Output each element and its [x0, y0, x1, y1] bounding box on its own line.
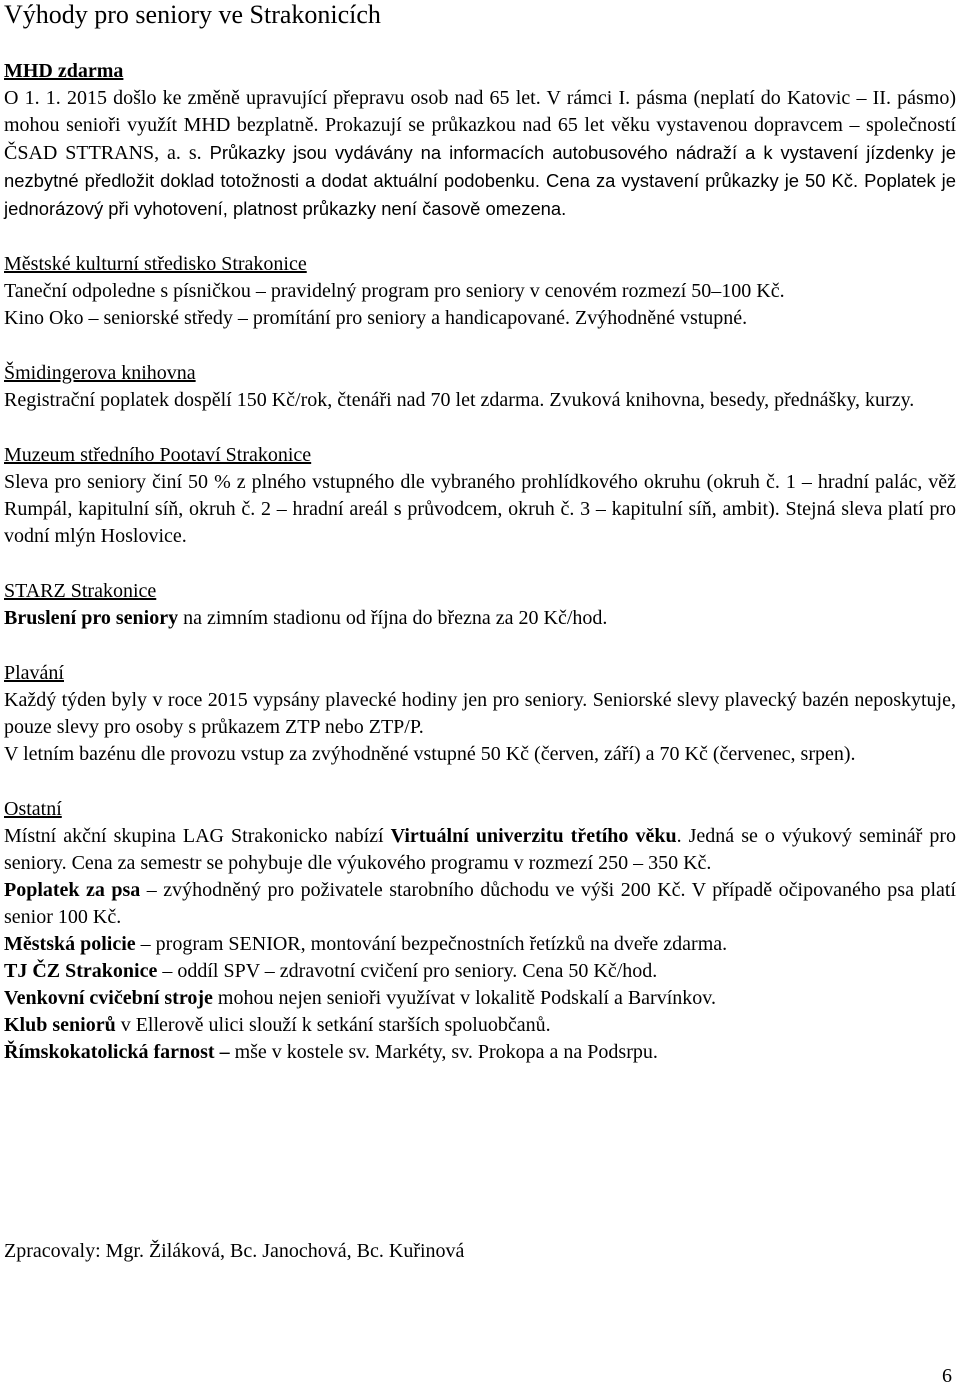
lag-post: . Jedná se o výukový seminář pro seniory. Cena za semestr se pohybuje dle výukového programu v rozmezí 250 – 350 Kč. [4, 825, 956, 874]
other-item-text: mohou nejen senioři využívat v lokalitě Podskalí a Barvínkov. [212, 987, 716, 1009]
mhd-text-sans: Průkazky jsou vydávány na informacích autobusového nádraží a k vystavení jízdenky je nezbytné předložit doklad totožnosti a dodat aktuální podobenku. Cena za vystavení průkazky je 50 Kč. Poplatek je jednorázový při vyhotovení, platnost průkazky není časově omezena. [4, 142, 956, 219]
heading-swimming: Plavání [4, 662, 64, 684]
other-item-text: – oddíl SPV – zdravotní cvičení pro seniory. Cena 50 Kč/hod. [157, 960, 658, 982]
other-item-text: – program SENIOR, montování bezpečnostních řetízků na dveře zdarma. [135, 933, 728, 955]
heading-other: Ostatní [4, 798, 62, 820]
other-item-bold: Klub seniorů [4, 1014, 116, 1036]
swimming-text-1: Každý týden byly v roce 2015 vypsány plavecké hodiny jen pro seniory. Seniorské slevy plavecký bazén neposkytuje, pouze slevy pro osoby s průkazem ZTP nebo ZTP/P. [4, 689, 956, 738]
other-item-bold: TJ ČZ Strakonice [4, 960, 158, 982]
section-museum [4, 442, 956, 550]
mhd-text-serif: O 1. 1. 2015 došlo ke změně upravující přepravu osob nad 65 let. V rámci I. pásma (neplatí do Katovic – II. pásmo) mohou senioři využít MHD bezplatně. Prokazují se průkazkou nad 65 let věku vystavenou dopravcem – společností ČSAD STTRANS, a. s. [4, 87, 956, 164]
heading-library: Šmidingerova knihovna [4, 362, 196, 384]
mks-line-2: Kino Oko – seniorské středy – promítání pro seniory a handicapované. Zvýhodněné vstupné. [4, 307, 748, 329]
lag-text [4, 823, 956, 877]
section-mhd [4, 58, 956, 223]
other-item-club [4, 1012, 956, 1039]
starz-bold: Bruslení pro seniory [4, 607, 179, 629]
other-item-bold: Venkovní cvičební stroje [4, 987, 213, 1009]
heading-mks: Městské kulturní středisko Strakonice [4, 253, 307, 275]
lag-bold: Virtuální univerzitu třetího věku [390, 825, 677, 847]
section-swimming [4, 660, 956, 768]
document-page [4, 0, 956, 1066]
section-starz [4, 578, 956, 632]
other-item-dog [4, 877, 956, 931]
swimming-text-2: V letním bazénu dle provozu vstup za zvýhodněné vstupné 50 Kč (červen, září) a 70 Kč (červenec, srpen). [4, 743, 856, 765]
mks-line-1: Taneční odpoledne s písničkou – pravidelný program pro seniory v cenovém rozmezí 50–100 Kč. [4, 280, 785, 302]
lag-pre: Místní akční skupina LAG Strakonicko nabízí [4, 825, 391, 847]
other-item-bold: Městská policie [4, 933, 136, 955]
other-item-text: mše v kostele sv. Markéty, sv. Prokopa a na Podsrpu. [229, 1041, 658, 1063]
paragraph-mhd [4, 85, 956, 223]
page-number: 6 [942, 1365, 952, 1387]
other-item-police [4, 931, 956, 958]
section-library [4, 360, 956, 414]
other-item-text: – zvýhodněný pro poživatele starobního důchodu ve výši 200 Kč. V případě očipovaného psa platí senior 100 Kč. [4, 879, 956, 928]
starz-rest: na zimním stadionu od října do března za 20 Kč/hod. [178, 607, 608, 629]
other-item-bold: Římskokatolická farnost – [4, 1041, 230, 1063]
other-item-bold: Poplatek za psa [4, 879, 141, 901]
heading-museum: Muzeum středního Pootaví Strakonice [4, 444, 312, 466]
starz-text [4, 605, 956, 632]
museum-text: Sleva pro seniory činí 50 % z plného vstupného dle vybraného prohlídkového okruhu (okruh č. 1 – hradní palác, věž Rumpál, kapitulní síň, okruh č. 2 – hradní areál s průvodcem, okruh č. 3 – kapitulní síň, ambit). Stejná sleva platí pro vodní mlýn Hoslovice. [4, 471, 956, 547]
other-item-outdoor [4, 985, 956, 1012]
section-mks [4, 251, 956, 332]
library-text: Registrační poplatek dospělí 150 Kč/rok, čtenáři nad 70 let zdarma. Zvuková knihovna, besedy, přednášky, kurzy. [4, 389, 915, 411]
other-item-tj [4, 958, 956, 985]
footer-authors: Zpracovaly: Mgr. Žiláková, Bc. Janochová, Bc. Kuřinová [4, 1240, 465, 1262]
heading-starz: STARZ Strakonice [4, 580, 157, 602]
other-item-parish [4, 1039, 956, 1066]
other-item-text: v Ellerově ulici slouží k setkání starších spoluobčanů. [115, 1014, 551, 1036]
section-other [4, 796, 956, 1066]
page-title: Výhody pro seniory ve Strakonicích [4, 0, 381, 29]
heading-mhd: MHD zdarma [4, 60, 124, 82]
